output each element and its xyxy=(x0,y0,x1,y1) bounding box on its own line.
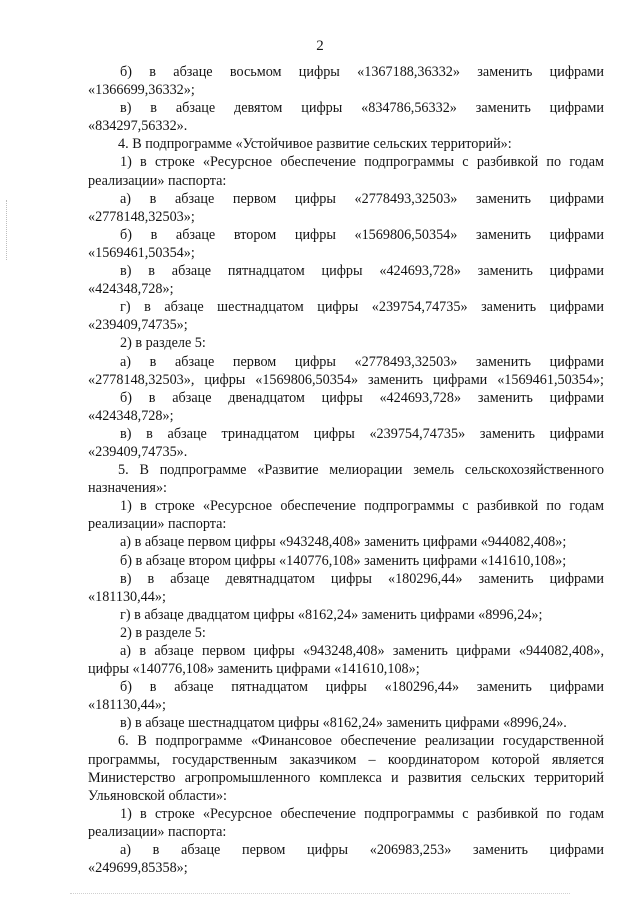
text-line: 6. В подпрограмме «Финансовое обеспечение реализации государственной xyxy=(118,733,604,750)
text-line: 1) в строке «Ресурсное обеспечение подпрограммы с разбивкой по годам xyxy=(120,805,604,822)
text-line: в) в абзаце пятнадцатом цифры «424693,728» заменить цифрами xyxy=(120,263,604,280)
text-line: «181130,44»; xyxy=(88,588,166,605)
page-number: 2 xyxy=(316,38,324,54)
text-line: реализации» паспорта: xyxy=(88,516,227,533)
text-line: «249699,85358»; xyxy=(88,860,188,877)
scan-bottom-edge xyxy=(70,893,570,895)
text-line: б) в абзаце втором цифры «140776,108» заменить цифрами «141610,108»; xyxy=(120,552,567,569)
text-line: а) в абзаце первом цифры «943248,408» заменить цифрами «944082,408»; xyxy=(120,534,567,551)
text-line: 1) в строке «Ресурсное обеспечение подпрограммы с разбивкой по годам xyxy=(120,154,604,171)
document-body xyxy=(88,63,604,877)
text-line: «239409,74735»; xyxy=(88,317,188,334)
text-line: реализации» паспорта: xyxy=(88,823,227,840)
text-line: а) в абзаце первом цифры «943248,408» заменить цифрами «944082,408», xyxy=(120,643,604,659)
text-line: 2) в разделе 5: xyxy=(120,335,206,352)
text-line: в) в абзаце тринадцатом цифры «239754,74735» заменить цифрами xyxy=(120,425,604,442)
text-line: «2778148,32503»; xyxy=(88,208,195,225)
text-line: «1366699,36332»; xyxy=(88,82,195,99)
text-line: цифры «140776,108» заменить цифрами «141610,108»; xyxy=(88,661,420,678)
text-line: «424348,728»; xyxy=(88,407,174,424)
text-line: б) в абзаце двенадцатом цифры «424693,728» заменить цифрами xyxy=(120,389,604,406)
text-line: «424348,728»; xyxy=(88,281,174,298)
text-line: а) в абзаце первом цифры «2778493,32503» заменить цифрами xyxy=(120,190,604,207)
text-line: а) в абзаце первом цифры «2778493,32503» заменить цифрами xyxy=(120,353,604,370)
text-line: «239409,74735». xyxy=(88,443,188,460)
text-line: г) в абзаце двадцатом цифры «8162,24» заменить цифрами «8996,24»; xyxy=(120,606,543,623)
text-line: программы, государственным заказчиком – координатором которой является xyxy=(88,751,604,768)
text-line: б) в абзаце втором цифры «1569806,50354» заменить цифрами xyxy=(120,226,604,243)
text-line: в) в абзаце девятнадцатом цифры «180296,44» заменить цифрами xyxy=(120,570,604,587)
text-line: г) в абзаце шестнадцатом цифры «239754,74735» заменить цифрами xyxy=(120,299,604,316)
text-line: 5. В подпрограмме «Развитие мелиорации земель сельскохозяйственного xyxy=(118,462,604,479)
text-line: в) в абзаце девятом цифры «834786,56332» заменить цифрами xyxy=(120,100,604,117)
text-line: в) в абзаце шестнадцатом цифры «8162,24» заменить цифрами «8996,24». xyxy=(120,715,567,732)
scan-margin-mark xyxy=(6,200,8,260)
text-line: Ульяновской области»: xyxy=(88,787,227,804)
text-line: б) в абзаце восьмом цифры «1367188,36332» заменить цифрами xyxy=(120,64,604,80)
text-line: б) в абзаце пятнадцатом цифры «180296,44» заменить цифрами xyxy=(120,679,604,696)
text-line: реализации» паспорта: xyxy=(88,172,227,189)
text-line: «1569461,50354»; xyxy=(88,244,195,261)
text-line: 1) в строке «Ресурсное обеспечение подпрограммы с разбивкой по годам xyxy=(120,498,604,515)
text-line: назначения»: xyxy=(88,480,167,497)
text-line: Министерство агропромышленного комплекса и развития сельских территорий xyxy=(88,769,604,786)
text-line: «834297,56332». xyxy=(88,118,188,135)
text-line: а) в абзаце первом цифры «206983,253» заменить цифрами xyxy=(120,842,604,859)
text-line: 2) в разделе 5: xyxy=(120,624,206,641)
text-line: «2778148,32503», цифры «1569806,50354» заменить цифрами «1569461,50354»; xyxy=(88,371,604,388)
text-line: 4. В подпрограмме «Устойчивое развитие сельских территорий»: xyxy=(118,136,512,153)
text-line: «181130,44»; xyxy=(88,697,166,714)
